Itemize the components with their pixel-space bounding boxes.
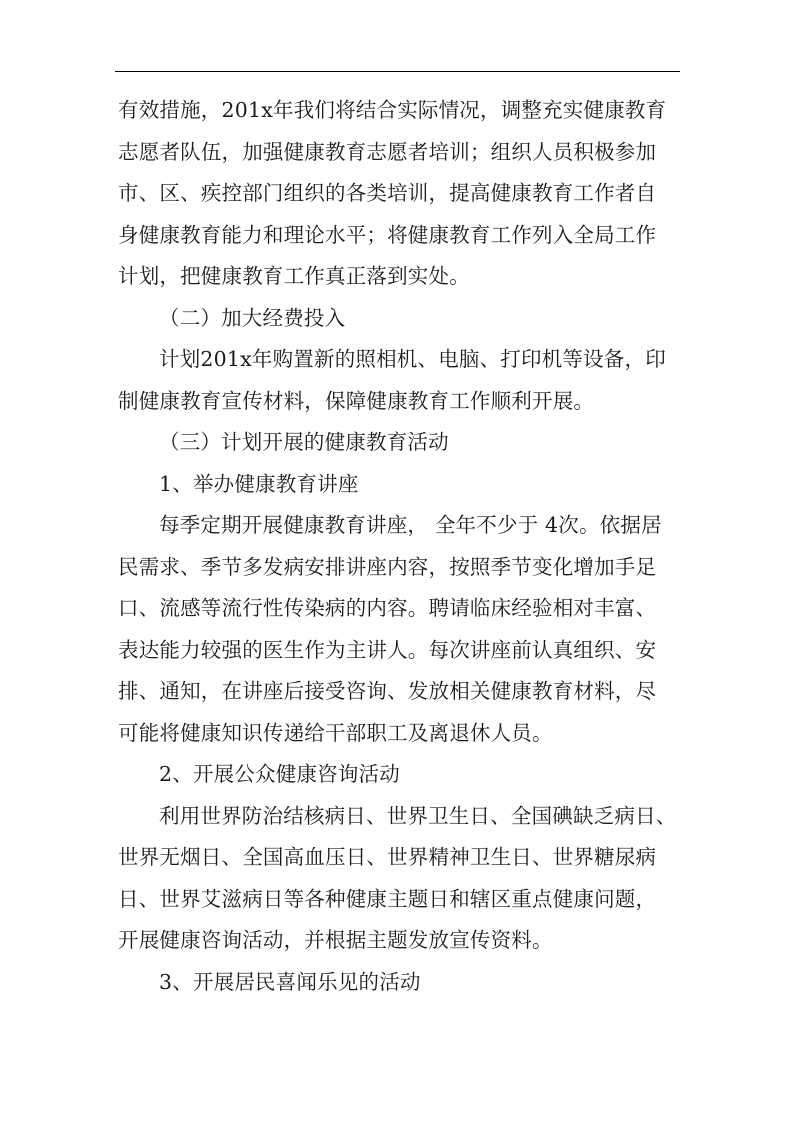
text-line: 每季定期开展健康教育讲座， 全年不少于 4次。依据居 bbox=[159, 513, 662, 537]
text-line: 计划201x年购置新的照相机、电脑、打印机等设备，印 bbox=[159, 347, 666, 371]
text-line: 可能将健康知识传递给干部职工及离退休人员。 bbox=[118, 720, 553, 745]
document-body bbox=[118, 90, 680, 1003]
text-line: 身健康教育能力和理论水平；将健康教育工作列入全局工作 bbox=[118, 222, 657, 247]
text-line: 利用世界防治结核病日、世界卫生日、全国碘缺乏病日、 bbox=[159, 803, 677, 828]
header-rule bbox=[115, 71, 680, 72]
text-line: 制健康教育宣传材料，保障健康教育工作顺利开展。 bbox=[118, 388, 595, 413]
text-line: 计划，把健康教育工作真正落到实处。 bbox=[118, 264, 470, 288]
text-line: 日、世界艾滋病日等各种健康主题日和辖区重点健康问题， bbox=[118, 886, 657, 911]
text-line: 口、流感等流行性传染病的内容。聘请临床经验相对丰富、 bbox=[118, 596, 657, 620]
text-line: 2、开展公众健康咨询活动 bbox=[159, 762, 400, 786]
text-line: 世界无烟日、全国高血压日、世界精神卫生日、世界糖尿病 bbox=[118, 845, 657, 869]
text-line: 有效措施，201x年我们将结合实际情况，调整充实健康教育 bbox=[118, 98, 667, 122]
text-line: 3、开展居民喜闻乐见的活动 bbox=[159, 969, 421, 994]
text-line: 表达能力较强的医生作为主讲人。每次讲座前认真组织、安 bbox=[118, 637, 657, 662]
text-line: 志愿者队伍，加强健康教育志愿者培训；组织人员积极参加 bbox=[118, 139, 657, 164]
text-line: 民需求、季节多发病安排讲座内容，按照季节变化增加手足 bbox=[118, 554, 657, 579]
text-line: 1、举办健康教育讲座 bbox=[159, 471, 359, 496]
text-line: （二）加大经费投入 bbox=[159, 305, 346, 330]
text-line: 排、通知，在讲座后接受咨询、发放相关健康教育材料，尽 bbox=[118, 679, 657, 703]
text-line: （三）计划开展的健康教育活动 bbox=[159, 430, 449, 454]
text-line: 市、区、疾控部门组织的各类培训，提高健康教育工作者自 bbox=[118, 181, 657, 205]
text-line: 开展健康咨询活动，并根据主题发放宣传资料。 bbox=[118, 928, 553, 952]
